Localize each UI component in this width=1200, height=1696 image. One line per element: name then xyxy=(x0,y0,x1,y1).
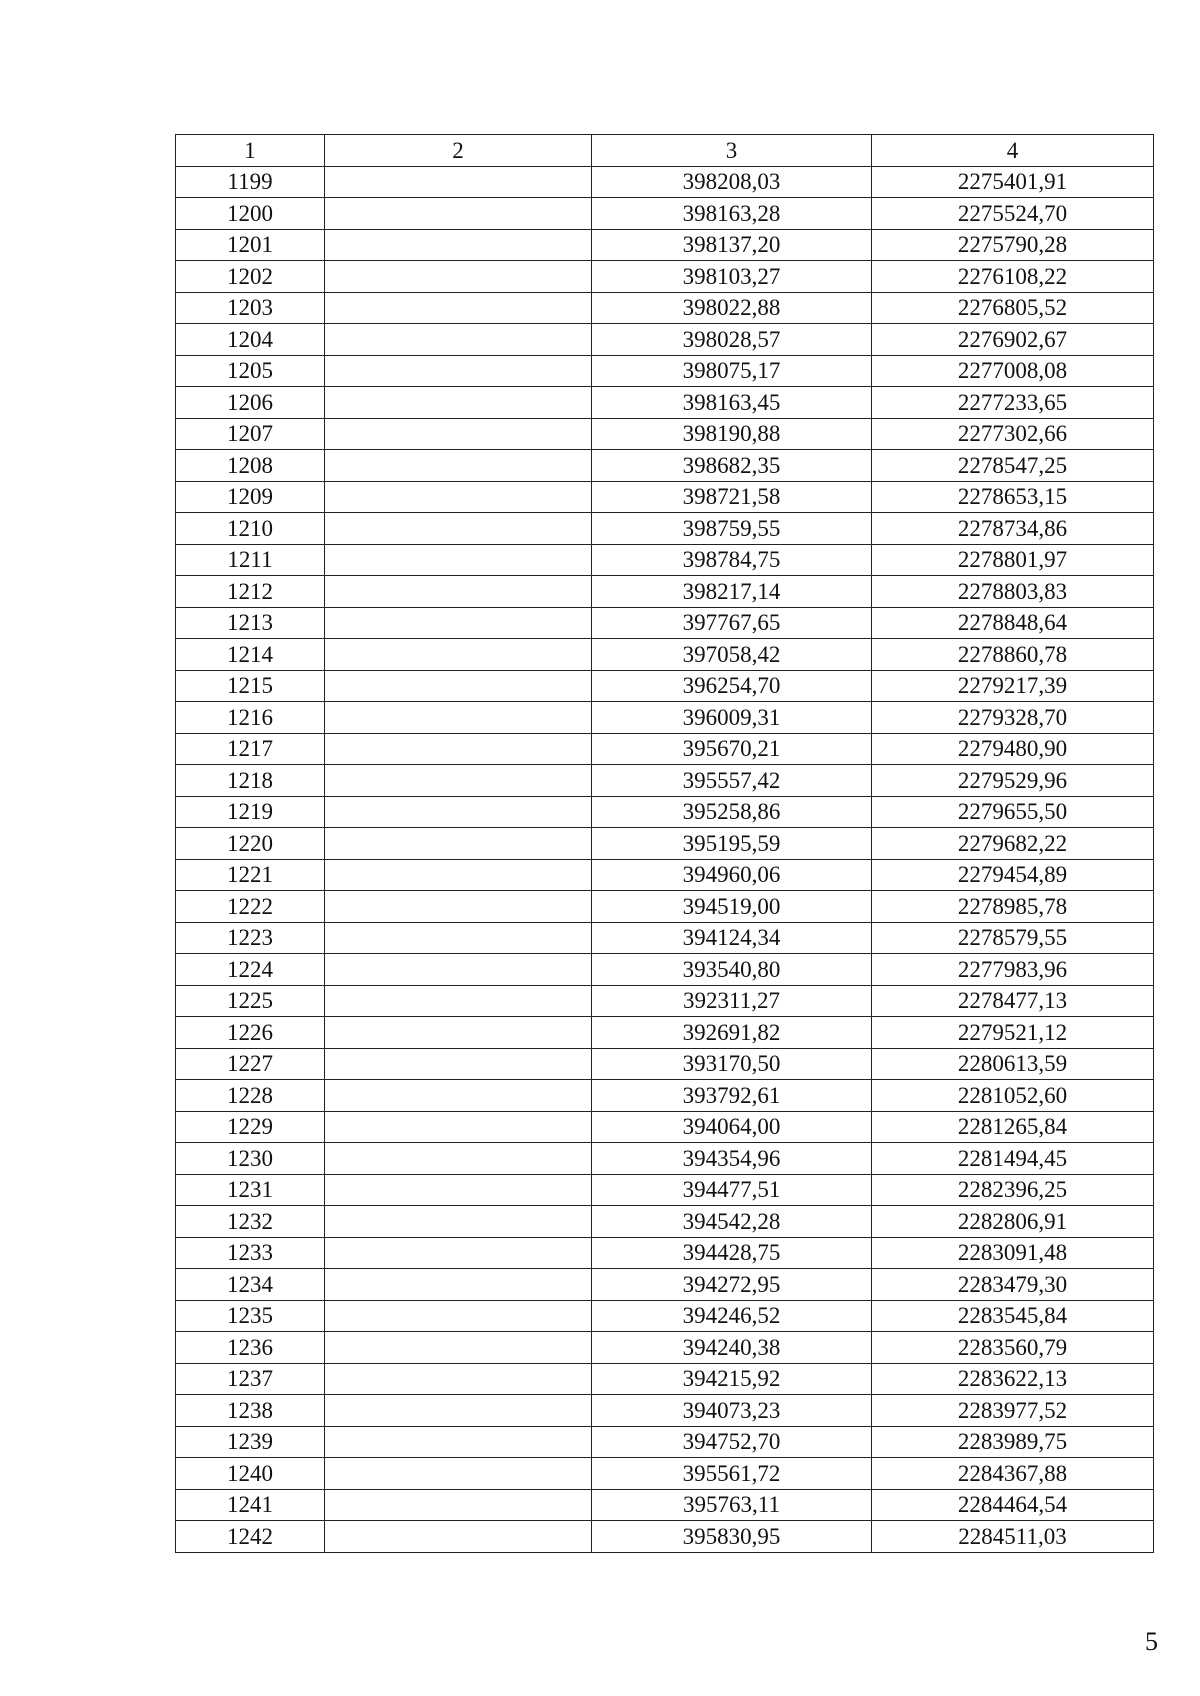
y-coordinate-cell: 2278579,55 xyxy=(872,922,1154,954)
table-row xyxy=(176,765,1154,797)
empty-cell xyxy=(325,1206,592,1238)
table-row xyxy=(176,891,1154,923)
x-coordinate-cell: 397767,65 xyxy=(592,607,872,639)
empty-cell xyxy=(325,796,592,828)
x-coordinate-cell: 395763,11 xyxy=(592,1489,872,1521)
empty-cell xyxy=(325,859,592,891)
point-number-cell: 1224 xyxy=(176,954,325,986)
x-coordinate-cell: 398137,20 xyxy=(592,229,872,261)
y-coordinate-cell: 2280613,59 xyxy=(872,1048,1154,1080)
x-coordinate-cell: 395830,95 xyxy=(592,1521,872,1553)
x-coordinate-cell: 398163,45 xyxy=(592,387,872,419)
point-number-cell: 1237 xyxy=(176,1363,325,1395)
y-coordinate-cell: 2276902,67 xyxy=(872,324,1154,356)
empty-cell xyxy=(325,1111,592,1143)
table-row xyxy=(176,1489,1154,1521)
y-coordinate-cell: 2281494,45 xyxy=(872,1143,1154,1175)
x-coordinate-cell: 393170,50 xyxy=(592,1048,872,1080)
table-row xyxy=(176,1206,1154,1238)
point-number-cell: 1235 xyxy=(176,1300,325,1332)
empty-cell xyxy=(325,607,592,639)
table-row xyxy=(176,1395,1154,1427)
x-coordinate-cell: 394354,96 xyxy=(592,1143,872,1175)
empty-cell xyxy=(325,387,592,419)
point-number-cell: 1240 xyxy=(176,1458,325,1490)
x-coordinate-cell: 398208,03 xyxy=(592,166,872,198)
empty-cell xyxy=(325,828,592,860)
x-coordinate-cell: 395561,72 xyxy=(592,1458,872,1490)
x-coordinate-cell: 394064,00 xyxy=(592,1111,872,1143)
table-row xyxy=(176,418,1154,450)
empty-cell xyxy=(325,1143,592,1175)
table-row xyxy=(176,1111,1154,1143)
point-number-cell: 1216 xyxy=(176,702,325,734)
empty-cell xyxy=(325,513,592,545)
x-coordinate-cell: 398163,28 xyxy=(592,198,872,230)
empty-cell xyxy=(325,765,592,797)
table-row xyxy=(176,481,1154,513)
point-number-cell: 1228 xyxy=(176,1080,325,1112)
y-coordinate-cell: 2279328,70 xyxy=(872,702,1154,734)
y-coordinate-cell: 2278547,25 xyxy=(872,450,1154,482)
point-number-cell: 1242 xyxy=(176,1521,325,1553)
empty-cell xyxy=(325,1426,592,1458)
table-row xyxy=(176,670,1154,702)
point-number-cell: 1233 xyxy=(176,1237,325,1269)
coordinates-table xyxy=(175,134,1154,1553)
y-coordinate-cell: 2282396,25 xyxy=(872,1174,1154,1206)
y-coordinate-cell: 2284511,03 xyxy=(872,1521,1154,1553)
point-number-cell: 1222 xyxy=(176,891,325,923)
x-coordinate-cell: 392311,27 xyxy=(592,985,872,1017)
x-coordinate-cell: 398759,55 xyxy=(592,513,872,545)
x-coordinate-cell: 394542,28 xyxy=(592,1206,872,1238)
x-coordinate-cell: 398022,88 xyxy=(592,292,872,324)
empty-cell xyxy=(325,670,592,702)
y-coordinate-cell: 2279682,22 xyxy=(872,828,1154,860)
table-row xyxy=(176,166,1154,198)
point-number-cell: 1212 xyxy=(176,576,325,608)
empty-cell xyxy=(325,985,592,1017)
table-row xyxy=(176,702,1154,734)
x-coordinate-cell: 395557,42 xyxy=(592,765,872,797)
x-coordinate-cell: 393792,61 xyxy=(592,1080,872,1112)
y-coordinate-cell: 2279217,39 xyxy=(872,670,1154,702)
y-coordinate-cell: 2279454,89 xyxy=(872,859,1154,891)
table-row xyxy=(176,1300,1154,1332)
point-number-cell: 1217 xyxy=(176,733,325,765)
point-number-cell: 1218 xyxy=(176,765,325,797)
table-row xyxy=(176,292,1154,324)
x-coordinate-cell: 398721,58 xyxy=(592,481,872,513)
x-coordinate-cell: 398190,88 xyxy=(592,418,872,450)
empty-cell xyxy=(325,544,592,576)
y-coordinate-cell: 2283977,52 xyxy=(872,1395,1154,1427)
point-number-cell: 1200 xyxy=(176,198,325,230)
empty-cell xyxy=(325,261,592,293)
table-row xyxy=(176,1458,1154,1490)
table-header-row xyxy=(176,135,1154,167)
x-coordinate-cell: 394519,00 xyxy=(592,891,872,923)
y-coordinate-cell: 2278653,15 xyxy=(872,481,1154,513)
table-row xyxy=(176,796,1154,828)
point-number-cell: 1231 xyxy=(176,1174,325,1206)
table-row xyxy=(176,639,1154,671)
empty-cell xyxy=(325,292,592,324)
y-coordinate-cell: 2283545,84 xyxy=(872,1300,1154,1332)
empty-cell xyxy=(325,1489,592,1521)
x-coordinate-cell: 393540,80 xyxy=(592,954,872,986)
y-coordinate-cell: 2278848,64 xyxy=(872,607,1154,639)
point-number-cell: 1241 xyxy=(176,1489,325,1521)
y-coordinate-cell: 2283091,48 xyxy=(872,1237,1154,1269)
y-coordinate-cell: 2282806,91 xyxy=(872,1206,1154,1238)
table-row xyxy=(176,1332,1154,1364)
point-number-cell: 1239 xyxy=(176,1426,325,1458)
x-coordinate-cell: 394272,95 xyxy=(592,1269,872,1301)
table-row xyxy=(176,229,1154,261)
point-number-cell: 1202 xyxy=(176,261,325,293)
point-number-cell: 1232 xyxy=(176,1206,325,1238)
page-number: 5 xyxy=(1145,1627,1158,1656)
table-row xyxy=(176,828,1154,860)
empty-cell xyxy=(325,1237,592,1269)
y-coordinate-cell: 2279521,12 xyxy=(872,1017,1154,1049)
table-row xyxy=(176,954,1154,986)
empty-cell xyxy=(325,1395,592,1427)
x-coordinate-cell: 392691,82 xyxy=(592,1017,872,1049)
table-row xyxy=(176,1521,1154,1553)
x-coordinate-cell: 398784,75 xyxy=(592,544,872,576)
empty-cell xyxy=(325,1048,592,1080)
y-coordinate-cell: 2278734,86 xyxy=(872,513,1154,545)
x-coordinate-cell: 396009,31 xyxy=(592,702,872,734)
point-number-cell: 1208 xyxy=(176,450,325,482)
empty-cell xyxy=(325,450,592,482)
point-number-cell: 1203 xyxy=(176,292,325,324)
empty-cell xyxy=(325,1458,592,1490)
y-coordinate-cell: 2279655,50 xyxy=(872,796,1154,828)
x-coordinate-cell: 394960,06 xyxy=(592,859,872,891)
empty-cell xyxy=(325,922,592,954)
x-coordinate-cell: 394428,75 xyxy=(592,1237,872,1269)
table-row xyxy=(176,1426,1154,1458)
point-number-cell: 1214 xyxy=(176,639,325,671)
table-row xyxy=(176,922,1154,954)
y-coordinate-cell: 2284367,88 xyxy=(872,1458,1154,1490)
x-coordinate-cell: 394246,52 xyxy=(592,1300,872,1332)
empty-cell xyxy=(325,1269,592,1301)
empty-cell xyxy=(325,1521,592,1553)
x-coordinate-cell: 398028,57 xyxy=(592,324,872,356)
point-number-cell: 1226 xyxy=(176,1017,325,1049)
point-number-cell: 1215 xyxy=(176,670,325,702)
table-row xyxy=(176,607,1154,639)
table-row xyxy=(176,1080,1154,1112)
y-coordinate-cell: 2275524,70 xyxy=(872,198,1154,230)
y-coordinate-cell: 2277008,08 xyxy=(872,355,1154,387)
point-number-cell: 1234 xyxy=(176,1269,325,1301)
x-coordinate-cell: 398217,14 xyxy=(592,576,872,608)
y-coordinate-cell: 2275790,28 xyxy=(872,229,1154,261)
table-row xyxy=(176,387,1154,419)
table-row xyxy=(176,1048,1154,1080)
y-coordinate-cell: 2283560,79 xyxy=(872,1332,1154,1364)
point-number-cell: 1199 xyxy=(176,166,325,198)
table-row xyxy=(176,1143,1154,1175)
empty-cell xyxy=(325,733,592,765)
y-coordinate-cell: 2277302,66 xyxy=(872,418,1154,450)
point-number-cell: 1209 xyxy=(176,481,325,513)
point-number-cell: 1201 xyxy=(176,229,325,261)
point-number-cell: 1207 xyxy=(176,418,325,450)
y-coordinate-cell: 2284464,54 xyxy=(872,1489,1154,1521)
point-number-cell: 1219 xyxy=(176,796,325,828)
point-number-cell: 1227 xyxy=(176,1048,325,1080)
y-coordinate-cell: 2283989,75 xyxy=(872,1426,1154,1458)
point-number-cell: 1236 xyxy=(176,1332,325,1364)
table-row xyxy=(176,355,1154,387)
table-row xyxy=(176,324,1154,356)
y-coordinate-cell: 2279529,96 xyxy=(872,765,1154,797)
empty-cell xyxy=(325,1300,592,1332)
point-number-cell: 1211 xyxy=(176,544,325,576)
empty-cell xyxy=(325,355,592,387)
x-coordinate-cell: 394073,23 xyxy=(592,1395,872,1427)
point-number-cell: 1225 xyxy=(176,985,325,1017)
table-row xyxy=(176,1174,1154,1206)
column-header-3: 3 xyxy=(592,135,872,167)
table-row xyxy=(176,261,1154,293)
empty-cell xyxy=(325,702,592,734)
point-number-cell: 1210 xyxy=(176,513,325,545)
table-row xyxy=(176,576,1154,608)
empty-cell xyxy=(325,418,592,450)
column-header-4: 4 xyxy=(872,135,1154,167)
empty-cell xyxy=(325,198,592,230)
point-number-cell: 1238 xyxy=(176,1395,325,1427)
y-coordinate-cell: 2276108,22 xyxy=(872,261,1154,293)
y-coordinate-cell: 2281265,84 xyxy=(872,1111,1154,1143)
point-number-cell: 1221 xyxy=(176,859,325,891)
table-row xyxy=(176,985,1154,1017)
empty-cell xyxy=(325,891,592,923)
y-coordinate-cell: 2278985,78 xyxy=(872,891,1154,923)
point-number-cell: 1220 xyxy=(176,828,325,860)
empty-cell xyxy=(325,1332,592,1364)
y-coordinate-cell: 2275401,91 xyxy=(872,166,1154,198)
empty-cell xyxy=(325,166,592,198)
empty-cell xyxy=(325,576,592,608)
x-coordinate-cell: 395195,59 xyxy=(592,828,872,860)
x-coordinate-cell: 397058,42 xyxy=(592,639,872,671)
table-row xyxy=(176,544,1154,576)
table-row xyxy=(176,513,1154,545)
y-coordinate-cell: 2278477,13 xyxy=(872,985,1154,1017)
table-row xyxy=(176,1363,1154,1395)
x-coordinate-cell: 394215,92 xyxy=(592,1363,872,1395)
x-coordinate-cell: 398682,35 xyxy=(592,450,872,482)
y-coordinate-cell: 2277983,96 xyxy=(872,954,1154,986)
table-row xyxy=(176,859,1154,891)
x-coordinate-cell: 395670,21 xyxy=(592,733,872,765)
x-coordinate-cell: 395258,86 xyxy=(592,796,872,828)
y-coordinate-cell: 2278803,83 xyxy=(872,576,1154,608)
point-number-cell: 1206 xyxy=(176,387,325,419)
point-number-cell: 1223 xyxy=(176,922,325,954)
table-row xyxy=(176,1017,1154,1049)
x-coordinate-cell: 394477,51 xyxy=(592,1174,872,1206)
table-row xyxy=(176,450,1154,482)
column-header-1: 1 xyxy=(176,135,325,167)
y-coordinate-cell: 2276805,52 xyxy=(872,292,1154,324)
y-coordinate-cell: 2283622,13 xyxy=(872,1363,1154,1395)
x-coordinate-cell: 396254,70 xyxy=(592,670,872,702)
x-coordinate-cell: 394752,70 xyxy=(592,1426,872,1458)
point-number-cell: 1204 xyxy=(176,324,325,356)
y-coordinate-cell: 2278801,97 xyxy=(872,544,1154,576)
x-coordinate-cell: 394124,34 xyxy=(592,922,872,954)
y-coordinate-cell: 2279480,90 xyxy=(872,733,1154,765)
y-coordinate-cell: 2281052,60 xyxy=(872,1080,1154,1112)
y-coordinate-cell: 2278860,78 xyxy=(872,639,1154,671)
y-coordinate-cell: 2283479,30 xyxy=(872,1269,1154,1301)
table-row xyxy=(176,733,1154,765)
table-row xyxy=(176,1237,1154,1269)
point-number-cell: 1229 xyxy=(176,1111,325,1143)
column-header-2: 2 xyxy=(325,135,592,167)
table-row xyxy=(176,198,1154,230)
empty-cell xyxy=(325,1080,592,1112)
table-body xyxy=(176,166,1154,1552)
empty-cell xyxy=(325,639,592,671)
empty-cell xyxy=(325,954,592,986)
x-coordinate-cell: 394240,38 xyxy=(592,1332,872,1364)
y-coordinate-cell: 2277233,65 xyxy=(872,387,1154,419)
empty-cell xyxy=(325,481,592,513)
table-row xyxy=(176,1269,1154,1301)
empty-cell xyxy=(325,324,592,356)
empty-cell xyxy=(325,1363,592,1395)
x-coordinate-cell: 398075,17 xyxy=(592,355,872,387)
point-number-cell: 1205 xyxy=(176,355,325,387)
point-number-cell: 1230 xyxy=(176,1143,325,1175)
x-coordinate-cell: 398103,27 xyxy=(592,261,872,293)
empty-cell xyxy=(325,1174,592,1206)
empty-cell xyxy=(325,229,592,261)
empty-cell xyxy=(325,1017,592,1049)
point-number-cell: 1213 xyxy=(176,607,325,639)
